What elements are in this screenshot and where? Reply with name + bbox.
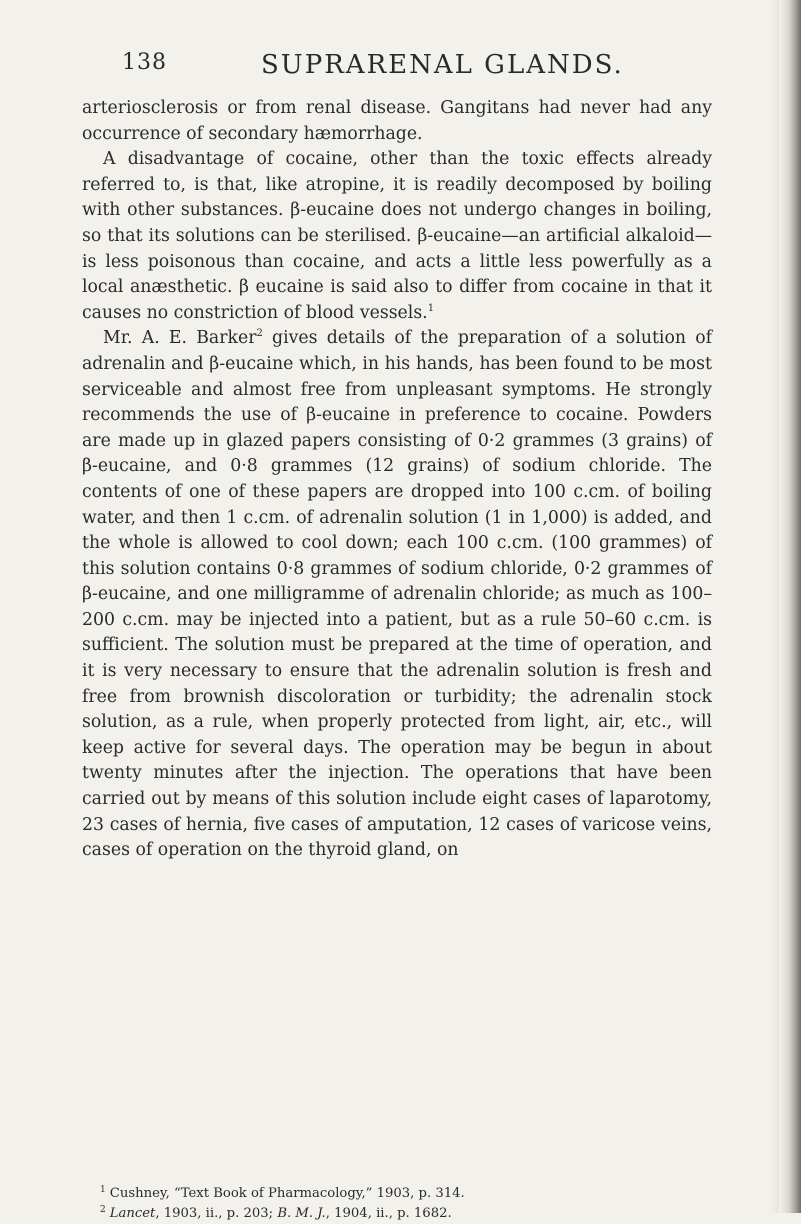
footnote-ref-1[interactable]: 1 [427,302,435,314]
paragraph-3-text: gives details of the preparation of a solution of adrenalin and β-eucaine which, in his hands, has been found to be most serviceable and almost free from unpleasant symptoms. He strongly recommends the use of β-eucaine in preference to cocaine. Powders are made up in glazed papers consisting of 0·2 grammes (3 grains) of β-eucaine, and 0·8 grammes (12 grains) of sodium chloride. The contents of one of these papers are dropped into 100 c.cm. of boiling water, and then 1 c.cm. of adrenalin solution (1 in 1,000) is added, and the whole is allowed to cool down; each 100 c.cm. (100 grammes) of this solution contains 0·8 grammes of sodium chloride, 0·2 grammes of β-eucaine, and one milligramme of adrenalin chloride; as much as 100–200 c.cm. may be injected into a patient, but as a rule 50–60 c.cm. is sufficient. The solution must be prepared at the time of operation, and it is very necessary to ensure that the adrenalin solution is fresh and free from brownish discoloration or turbidity; the adrenalin stock solution, as a rule, when properly protected from light, air, etc., will keep active for several days. The operation may be begun in about twenty minutes after the injection. The operations that have been carried out by means of this solution include eight cases of laparotomy, 23 cases of hernia, five cases of amputation, 12 cases of varicose veins, cases of operation on the thyroid gland, on [82,328,712,861]
page-edge [779,0,801,1213]
paragraph-3-text-start: Mr. A. E. Barker [103,328,257,349]
running-title: SUPRARENAL GLANDS. [261,50,624,80]
paragraph-3 [82,326,712,863]
paragraph-1-text: arteriosclerosis or from renal disease. Gangitans had never had any occurrence of secondary hæmorrhage. [82,98,712,144]
page-edge-shadow [769,0,779,1213]
footnote-2-mark: 2 [100,1204,106,1215]
body-text [82,96,712,864]
page-number: 138 [122,50,167,75]
paragraph-2-text: A disadvantage of cocaine, other than the toxic effects already referred to, is that, like atropine, it is readily decomposed by boiling with other substances. β-eucaine does not undergo changes in boiling, so that its solutions can be sterilised. β-eucaine—an artificial alkaloid—is less poisonous than cocaine, and acts a little less powerfully as a local anæsthetic. β eucaine is said also to differ from cocaine in that it causes no constriction of blood vessels. [82,149,712,323]
footnote-2 [100,1204,720,1224]
footnote-2-text-1: , 1903, ii., p. 203; [155,1206,278,1221]
footnotes [100,1184,720,1224]
footnote-2-journal-lancet: Lancet [109,1206,156,1221]
footnote-2-journal-bmj: B. M. J. [277,1206,326,1221]
footnote-2-text-2: , 1904, ii., p. 1682. [325,1206,452,1221]
footnote-1-mark: 1 [100,1184,106,1195]
paragraph-1 [82,96,712,147]
footnote-1 [100,1184,720,1204]
footnote-ref-2[interactable]: 2 [256,328,263,340]
footnote-1-text: Cushney, “Text Book of Pharmacology,” 1903, p. 314. [109,1186,465,1201]
page-header [122,50,752,86]
paragraph-2 [82,147,712,326]
